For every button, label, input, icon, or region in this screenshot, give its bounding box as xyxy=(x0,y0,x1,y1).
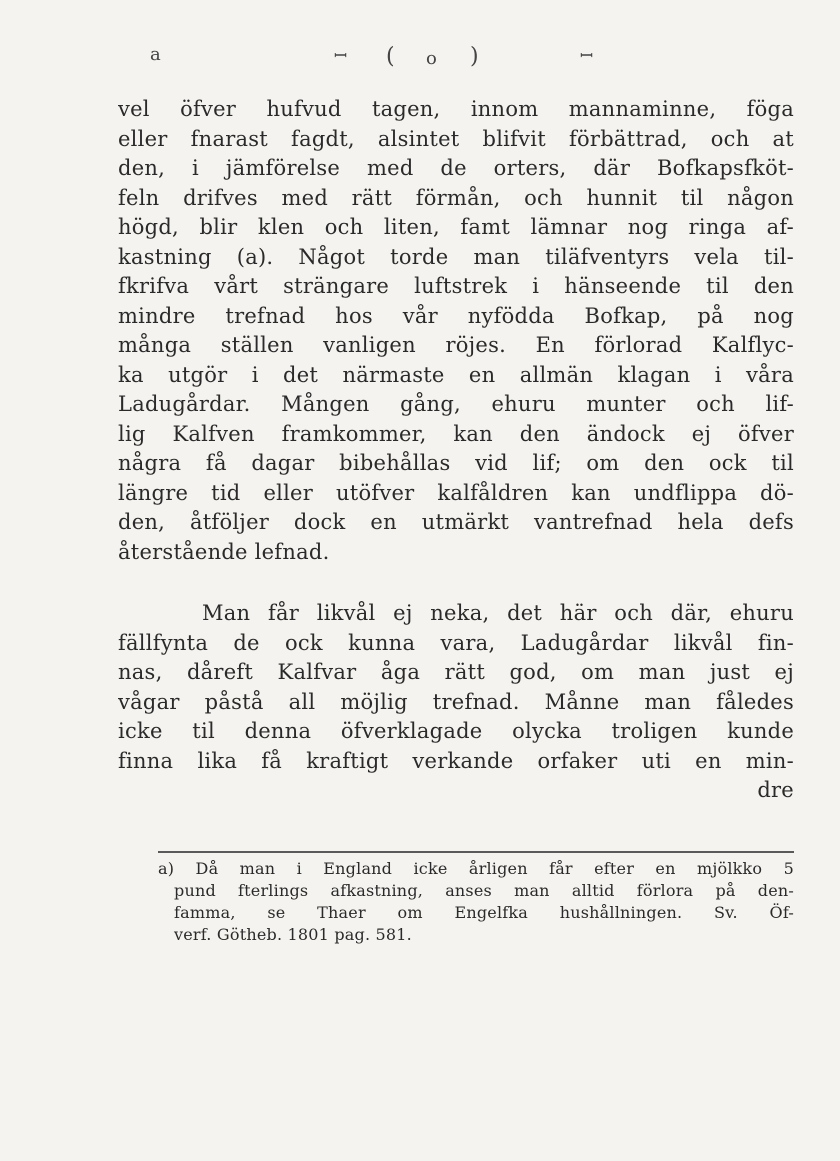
page-number: o xyxy=(426,48,437,69)
footnote-line: a) Då man i England icke årligen får efter en mjölkko 5 xyxy=(158,859,794,878)
text-line: den, åtföljer dock en utmärkt vantrefnad hela defs xyxy=(118,510,794,534)
text-line: många ställen vanligen röjes. En förlorad Kalflyc- xyxy=(118,333,794,357)
text-line: Man får likvål ej neka, det här och där, ehuru xyxy=(202,601,794,625)
paragraph-2 xyxy=(118,599,794,806)
paragraph-gap xyxy=(118,567,794,599)
text-line: vågar påstå all möjlig trefnad. Månne man fåledes xyxy=(118,689,794,714)
text-line: mindre trefnad hos vår nyfödda Bofkap, på nog xyxy=(118,303,794,328)
main-text xyxy=(118,95,794,806)
ornament-right-icon: ꟷ xyxy=(580,46,594,65)
footnote-line: pund fterlings afkastning, anses man alltid förlora på den- xyxy=(174,881,794,900)
footnote xyxy=(158,858,794,946)
text-line: vel öfver hufvud tagen, innom mannaminne, föga xyxy=(118,97,794,121)
text-line: feln drifves med rätt förmån, och hunnit til någon xyxy=(118,185,794,210)
text-line: några få dagar bibehållas vid lif; om den ock til xyxy=(118,451,794,475)
text-line: den, i jämförelse med de orters, där Bofkapsfköt- xyxy=(118,156,794,180)
text-line: högd, blir klen och liten, famt lämnar nog ringa af- xyxy=(118,215,794,239)
signature-mark: a xyxy=(150,44,161,65)
footnote-rule xyxy=(158,851,794,853)
paren-close: ) xyxy=(470,44,479,69)
text-line: Ladugårdar. Mången gång, ehuru munter och lif- xyxy=(118,392,794,416)
text-line: fällfynta de ock kunna vara, Ladugårdar likvål fin- xyxy=(118,630,794,655)
text-line: kastning (a). Något torde man tiläfventyrs vela til- xyxy=(118,244,794,269)
text-line: ka utgör i det närmaste en allmän klagan i våra xyxy=(118,362,794,387)
footnote-line: famma, se Thaer om Engelfka hushållningen. Sv. Öf- xyxy=(174,903,794,922)
paragraph-1 xyxy=(118,95,794,567)
catchword: dre xyxy=(757,778,794,802)
paren-open: ( xyxy=(386,44,395,69)
text-line: längre tid eller utöfver kalfåldren kan undflippa dö- xyxy=(118,480,794,505)
text-line: icke til denna öfverklagade olycka troligen kunde xyxy=(118,719,794,743)
ornament-left-icon: ꟷ xyxy=(334,46,348,65)
text-line: fkrifva vårt strängare luftstrek i hänseende til den xyxy=(118,274,794,298)
text-line: återstående lefnad. xyxy=(118,539,330,564)
text-line: eller fnarast fagdt, alsintet blifvit förbättrad, och at xyxy=(118,126,794,151)
text-line: finna lika få kraftigt verkande orfaker uti en min- xyxy=(118,748,794,773)
page-header xyxy=(150,44,750,80)
text-line: nas, dåreft Kalfvar åga rätt god, om man just ej xyxy=(118,660,794,684)
footnote-line: verf. Götheb. 1801 pag. 581. xyxy=(174,925,412,944)
text-line: lig Kalfven framkommer, kan den ändock ej öfver xyxy=(118,421,794,446)
